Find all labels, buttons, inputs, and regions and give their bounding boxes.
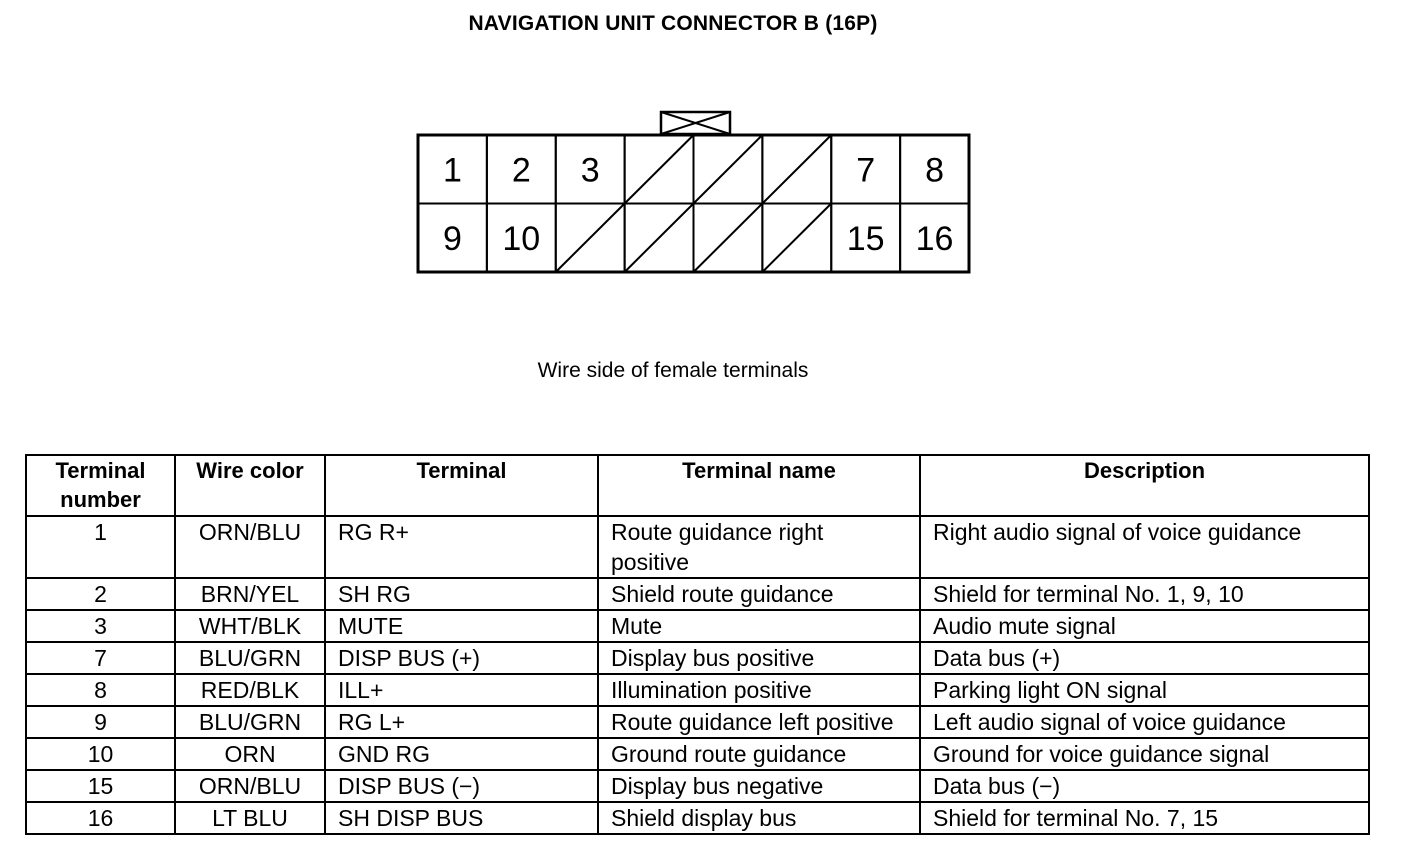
- wire-color-cell: RED/BLK: [175, 674, 325, 706]
- table-row: [26, 738, 1369, 770]
- wire-color-cell: LT BLU: [175, 802, 325, 834]
- terminal-number-cell: 9: [26, 706, 175, 738]
- terminal-number-cell: 3: [26, 610, 175, 642]
- unused-cavity: [694, 204, 763, 273]
- table-row: [26, 770, 1369, 802]
- header-description: Description: [920, 455, 1369, 516]
- terminal-cavity-2: [487, 135, 556, 204]
- blocked-cavity-slash: [762, 204, 831, 273]
- description-cell: Data bus (−): [920, 770, 1369, 802]
- terminal-cell: DISP BUS (+): [325, 642, 598, 674]
- blocked-cavity-slash: [625, 135, 694, 204]
- terminal-cell: SH RG: [325, 578, 598, 610]
- wire-color-cell: ORN/BLU: [175, 516, 325, 578]
- terminal-number-label: 8: [925, 151, 945, 190]
- description-cell: Right audio signal of voice guidance: [920, 516, 1369, 578]
- blocked-cavity-slash: [556, 204, 625, 273]
- terminal-name-cell: Display bus positive: [598, 642, 920, 674]
- terminal-cell: RG R+: [325, 516, 598, 578]
- description-cell: Data bus (+): [920, 642, 1369, 674]
- terminal-name-cell: Ground route guidance: [598, 738, 920, 770]
- terminal-number-label: 9: [442, 219, 462, 258]
- unused-cavity: [625, 135, 694, 204]
- table-row: [26, 802, 1369, 834]
- terminal-name-cell: Route guidance right positive: [598, 516, 920, 578]
- terminal-cell: RG L+: [325, 706, 598, 738]
- terminal-cavity-1: [418, 135, 487, 204]
- table-row: [26, 674, 1369, 706]
- terminal-name-cell: Shield route guidance: [598, 578, 920, 610]
- wire-color-cell: BLU/GRN: [175, 706, 325, 738]
- terminal-number-label: 10: [502, 219, 541, 258]
- connector-lock-tab: [661, 112, 730, 134]
- header-wire-color: Wire color: [175, 455, 325, 516]
- terminal-name-cell: Illumination positive: [598, 674, 920, 706]
- terminal-number-label: 1: [442, 151, 462, 190]
- unused-cavity: [625, 204, 694, 273]
- terminal-number-label: 2: [511, 151, 531, 190]
- terminal-cavity-10: [487, 204, 556, 273]
- terminal-cavity-3: [556, 135, 625, 204]
- header-terminal-number: Terminal number: [26, 455, 175, 516]
- table-header-row: [26, 455, 1369, 516]
- wire-color-cell: WHT/BLK: [175, 610, 325, 642]
- description-cell: Shield for terminal No. 7, 15: [920, 802, 1369, 834]
- terminal-number-cell: 8: [26, 674, 175, 706]
- terminal-number-cell: 7: [26, 642, 175, 674]
- terminal-cell: GND RG: [325, 738, 598, 770]
- blocked-cavity-slash: [694, 204, 763, 273]
- blocked-cavity-slash: [625, 204, 694, 273]
- blocked-cavity-slash: [762, 135, 831, 204]
- terminal-number-label: 16: [915, 219, 954, 258]
- diagram-caption: Wire side of female terminals: [537, 359, 809, 382]
- unused-cavity: [762, 135, 831, 204]
- header-terminal: Terminal: [325, 455, 598, 516]
- terminal-cell: SH DISP BUS: [325, 802, 598, 834]
- terminal-name-cell: Shield display bus: [598, 802, 920, 834]
- wire-color-cell: BLU/GRN: [175, 642, 325, 674]
- terminal-number-cell: 1: [26, 516, 175, 578]
- terminal-cell: MUTE: [325, 610, 598, 642]
- terminal-name-cell: Display bus negative: [598, 770, 920, 802]
- header-terminal-name: Terminal name: [598, 455, 920, 516]
- table-row: [26, 516, 1369, 578]
- terminal-number-label: 3: [580, 151, 600, 190]
- terminal-table: [25, 454, 1370, 835]
- table-row: [26, 642, 1369, 674]
- wire-color-cell: ORN: [175, 738, 325, 770]
- terminal-cavity-9: [418, 204, 487, 273]
- terminal-cell: ILL+: [325, 674, 598, 706]
- terminal-cavity-16: [900, 204, 969, 273]
- terminal-cavity-7: [831, 135, 900, 204]
- table-row: [26, 706, 1369, 738]
- terminal-number-cell: 2: [26, 578, 175, 610]
- terminal-number-cell: 10: [26, 738, 175, 770]
- description-cell: Audio mute signal: [920, 610, 1369, 642]
- unused-cavity: [694, 135, 763, 204]
- terminal-number-label: 15: [846, 219, 885, 258]
- unused-cavity: [556, 204, 625, 273]
- table-row: [26, 578, 1369, 610]
- table-row: [26, 610, 1369, 642]
- blocked-cavity-slash: [694, 135, 763, 204]
- description-cell: Ground for voice guidance signal: [920, 738, 1369, 770]
- wire-color-cell: BRN/YEL: [175, 578, 325, 610]
- terminal-cavity-15: [831, 204, 900, 273]
- terminal-name-cell: Route guidance left positive: [598, 706, 920, 738]
- description-cell: Left audio signal of voice guidance: [920, 706, 1369, 738]
- terminal-number-cell: 15: [26, 770, 175, 802]
- description-cell: Shield for terminal No. 1, 9, 10: [920, 578, 1369, 610]
- unused-cavity: [762, 204, 831, 273]
- diagram-title: NAVIGATION UNIT CONNECTOR B (16P): [468, 12, 878, 35]
- terminal-name-cell: Mute: [598, 610, 920, 642]
- terminal-cavity-8: [900, 135, 969, 204]
- connector-b-diagram: [410, 104, 980, 284]
- description-cell: Parking light ON signal: [920, 674, 1369, 706]
- wire-color-cell: ORN/BLU: [175, 770, 325, 802]
- terminal-cell: DISP BUS (−): [325, 770, 598, 802]
- terminal-number-label: 7: [856, 151, 876, 190]
- terminal-number-cell: 16: [26, 802, 175, 834]
